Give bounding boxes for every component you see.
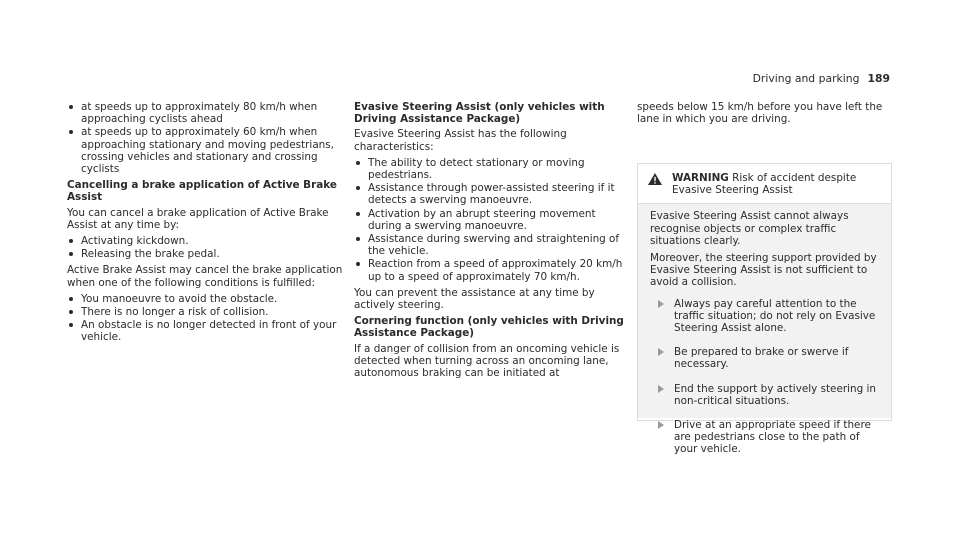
prevent-text: You can prevent the assistance at any time by actively steering. — [354, 286, 595, 312]
list-item: Assistance through power-assisted steering if it detects a swerving manoeuvre. — [354, 182, 629, 206]
warning-paragraph: Moreover, the steering support provided by Evasive Steering Assist is not sufficient to avoid a collision. — [650, 252, 877, 289]
page-number: 189 — [867, 72, 890, 85]
speed-list — [67, 101, 345, 175]
warning-body — [638, 204, 891, 456]
step-text: Drive at an appropriate speed if there are pedestrians close to the path of your vehicle. — [674, 419, 871, 456]
arrow-right-icon — [658, 300, 664, 308]
list-item: Releasing the brake pedal. — [67, 248, 345, 260]
column-left — [67, 101, 345, 348]
list-item: There is no longer a risk of collision. — [67, 306, 345, 318]
section-title: Driving and parking — [752, 72, 860, 85]
continuation-text: speeds below 15 km/h before you have left the lane in which you are driving. — [637, 101, 883, 126]
warning-label: WARNING — [672, 172, 729, 184]
warning-box — [637, 163, 892, 456]
warning-triangle-icon — [648, 173, 662, 185]
list-item: The ability to detect stationary or moving pedestrians. — [354, 157, 629, 181]
list-item: Assistance during swerving and straightening of the vehicle. — [354, 233, 629, 257]
column-right — [637, 101, 892, 129]
section-heading-evasive: Evasive Steering Assist (only vehicles with Driving Assistance Package) — [354, 101, 605, 126]
step-text: Always pay careful attention to the traffic situation; do not rely on Evasive Steering Assist alone. — [674, 297, 876, 335]
step-text: End the support by actively steering in non-critical situations. — [674, 382, 876, 407]
instruction-step — [650, 346, 881, 370]
cornering-text: If a danger of collision from an oncoming vehicle is detected when turning across an oncoming lane, autonomous braking can be initiated at — [354, 342, 620, 380]
section-heading-cancel: Cancelling a brake application of Active Brake Assist — [67, 179, 337, 204]
warning-header — [638, 164, 891, 204]
section-heading-cornering: Cornering function (only vehicles with Driving Assistance Package) — [354, 315, 624, 340]
instruction-step — [650, 383, 881, 407]
instruction-step — [650, 419, 881, 456]
evasive-list — [354, 157, 629, 283]
cancel-conditions: Active Brake Assist may cancel the brake application when one of the following conditions is fulfilled: — [67, 264, 343, 289]
column-middle — [354, 101, 629, 383]
instruction-step — [650, 298, 881, 335]
list-item: You manoeuvre to avoid the obstacle. — [67, 293, 345, 305]
page-header — [753, 73, 890, 85]
step-text: Be prepared to brake or swerve if necessary. — [674, 346, 849, 371]
cancel-list — [67, 235, 345, 260]
evasive-intro: Evasive Steering Assist has the following characteristics: — [354, 128, 567, 153]
arrow-right-icon — [658, 421, 664, 429]
cancel-intro: You can cancel a brake application of Active Brake Assist at any time by: — [67, 206, 329, 231]
list-item: An obstacle is no longer detected in front of your vehicle. — [67, 319, 345, 343]
list-item: at speeds up to approximately 80 km/h when approaching cyclists ahead — [67, 101, 345, 125]
list-item: at speeds up to approximately 60 km/h when approaching stationary and moving pedestrians, crossing vehicles and stationary and crossing cyclists — [67, 126, 345, 175]
warning-title: Risk of accident despite Evasive Steering Assist — [672, 172, 857, 197]
arrow-right-icon — [658, 348, 664, 356]
conditions-list — [67, 293, 345, 344]
list-item: Activating kickdown. — [67, 235, 345, 247]
list-item: Reaction from a speed of approximately 20 km/h up to a speed of approximately 70 km/h. — [354, 258, 629, 282]
arrow-right-icon — [658, 385, 664, 393]
list-item: Activation by an abrupt steering movement during a swerving manoeuvre. — [354, 208, 629, 232]
warning-paragraph: Evasive Steering Assist cannot always recognise objects or complex traffic situations clearly. — [650, 210, 849, 247]
